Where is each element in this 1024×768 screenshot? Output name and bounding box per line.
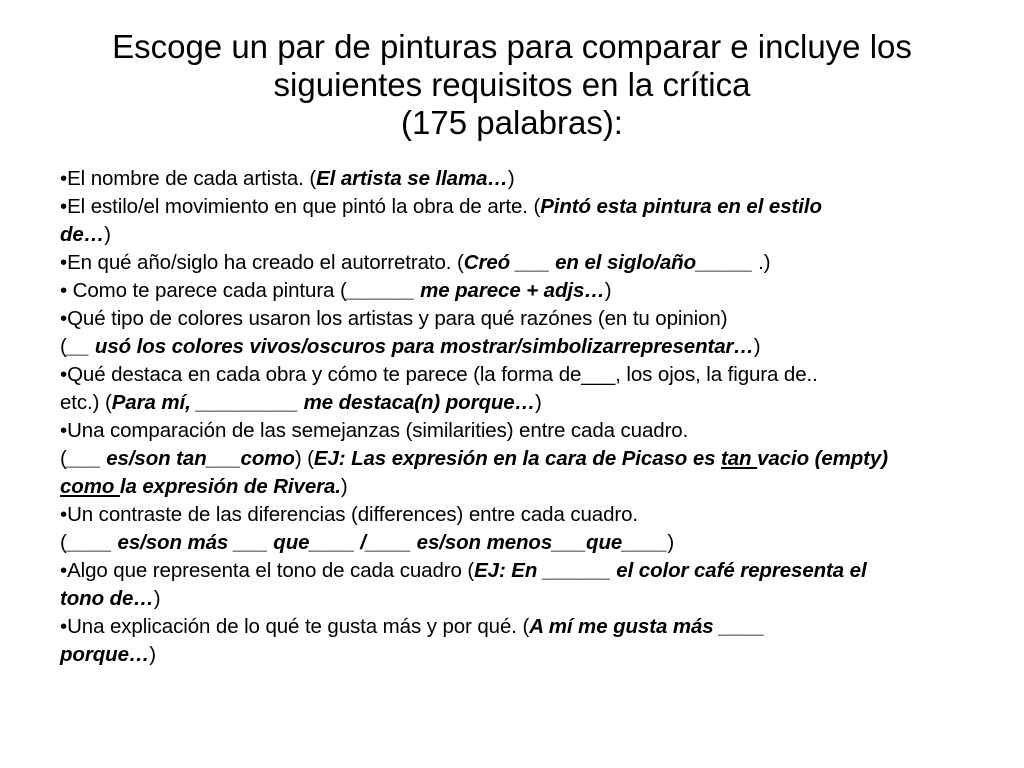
bullet-opinion bbox=[60, 277, 980, 305]
text: •El nombre de cada artista. ( bbox=[60, 167, 317, 190]
bullet-tone-cont bbox=[60, 585, 980, 613]
text: ) bbox=[149, 643, 157, 666]
text: ) bbox=[340, 475, 348, 498]
bullet-colors-example bbox=[60, 333, 980, 361]
example: EJ: Las expresión en la cara de Picaso es bbox=[313, 447, 722, 470]
example: ___ es/son tan___como bbox=[66, 447, 295, 470]
text: ) bbox=[604, 279, 612, 302]
bullet-contrast-example bbox=[60, 529, 980, 557]
text: ) bbox=[104, 223, 111, 246]
example: __ usó los colores vivos/oscuros para mostrar/simbolizarrepresentar… bbox=[66, 335, 754, 358]
bullet-style-cont bbox=[60, 221, 980, 249]
bullet-tone bbox=[60, 557, 980, 585]
example: El artista se llama… bbox=[316, 167, 508, 190]
text: ) bbox=[667, 531, 675, 554]
bullet-preference bbox=[60, 613, 980, 641]
bullet-preference-cont bbox=[60, 641, 980, 669]
example: ______ me parece + adjs… bbox=[346, 279, 605, 302]
bullet-comparison: •Una comparación de las semejanzas (similarities) entre cada cuadro. bbox=[60, 419, 689, 442]
text: ) bbox=[153, 587, 161, 610]
text: •Una explicación de lo qué te gusta más y por qué. ( bbox=[60, 615, 530, 638]
bullet-year bbox=[60, 249, 980, 277]
bullet-highlight: •Qué destaca en cada obra y cómo te parece (la forma de___, los ojos, la figura de.. bbox=[60, 363, 818, 386]
text: ) ( bbox=[294, 447, 314, 470]
bullet-colors: •Qué tipo de colores usaron los artistas y para qué razónes (en tu opinion) bbox=[60, 307, 728, 330]
bullet-comparison-example bbox=[60, 445, 980, 473]
slide-title bbox=[40, 28, 984, 142]
example: Creó ___ en el siglo/año_____ bbox=[463, 251, 753, 274]
text: etc.) ( bbox=[60, 391, 112, 414]
example: ____ es/son más ___ que____ /____ es/son menos___que____ bbox=[66, 531, 668, 554]
example: EJ: En ______ el color café representa el bbox=[474, 559, 867, 582]
example-underlined: tan bbox=[721, 447, 758, 470]
text: ( bbox=[60, 531, 67, 554]
bullet-artist-name bbox=[60, 165, 980, 193]
example: porque… bbox=[60, 643, 150, 666]
example: la expresión de Rivera. bbox=[119, 475, 341, 498]
text: .) bbox=[752, 251, 771, 274]
example: A mí me gusta más ____ bbox=[529, 615, 765, 638]
text: •El estilo/el movimiento en que pintó la obra de arte. ( bbox=[60, 195, 541, 218]
example: Pintó esta pintura en el estilo bbox=[540, 195, 822, 218]
text: •En qué año/siglo ha creado el autorretrato. ( bbox=[60, 251, 464, 274]
bullet-highlight-example bbox=[60, 389, 980, 417]
bullet-contrast: •Un contraste de las diferencias (differences) entre cada cuadro. bbox=[60, 503, 639, 526]
requirements-list bbox=[60, 165, 980, 669]
text: ( bbox=[60, 335, 67, 358]
example: vacio (empty) bbox=[757, 447, 888, 470]
text: • Como te parece cada pintura ( bbox=[60, 279, 347, 302]
title-line-3: (175 palabras): bbox=[401, 104, 623, 141]
example-underlined: como bbox=[60, 475, 120, 498]
bullet-style bbox=[60, 193, 980, 221]
bullet-comparison-example-cont bbox=[60, 473, 980, 501]
text: ( bbox=[60, 447, 67, 470]
example: Para mí, _________ me destaca(n) porque… bbox=[111, 391, 535, 414]
text: •Algo que representa el tono de cada cuadro ( bbox=[60, 559, 475, 582]
example: de… bbox=[60, 223, 105, 246]
text: ) bbox=[507, 167, 515, 190]
text: ) bbox=[535, 391, 542, 414]
text: ) bbox=[753, 335, 761, 358]
title-line-2: siguientes requisitos en la crítica bbox=[273, 66, 751, 103]
title-line-1: Escoge un par de pinturas para comparar e incluye los bbox=[112, 28, 912, 65]
example: tono de… bbox=[60, 587, 154, 610]
